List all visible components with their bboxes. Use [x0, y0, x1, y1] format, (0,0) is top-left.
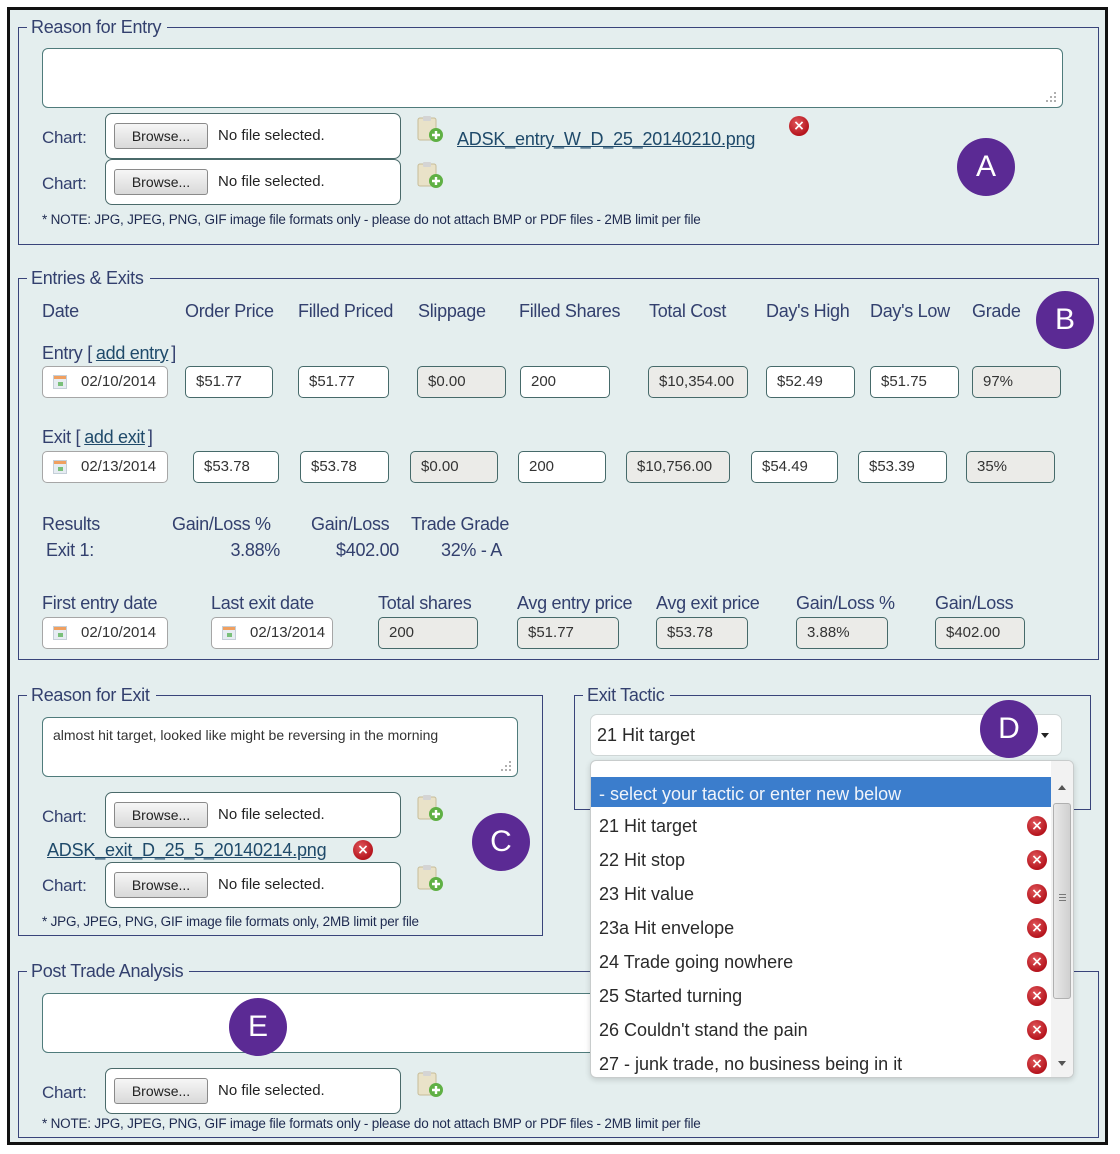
file-status: No file selected. — [218, 127, 325, 144]
callout-badge-d: D — [980, 700, 1038, 758]
result-gain-loss: $402.00 — [336, 540, 399, 560]
file-format-note: * NOTE: JPG, JPEG, PNG, GIF image file formats only - please do not attach BMP or PDF files - 2MB limit per file — [42, 1116, 701, 1131]
delete-option-icon[interactable]: × — [1027, 952, 1047, 972]
add-file-icon[interactable] — [415, 114, 445, 144]
delete-option-icon[interactable]: × — [1027, 1054, 1047, 1074]
summary-label: Gain/Loss — [935, 593, 1014, 613]
add-file-icon[interactable] — [415, 793, 445, 823]
add-file-icon[interactable] — [415, 1069, 445, 1099]
entry-filled-price-input[interactable]: $51.77 — [298, 366, 389, 398]
chevron-down-icon[interactable] — [1041, 733, 1049, 738]
reason-for-exit-legend: Reason for Exit — [27, 685, 156, 705]
attached-chart-link[interactable]: ADSK_exit_D_25_5_20140214.png — [47, 840, 327, 860]
summary-gain-loss-pct-field: 3.88% — [796, 617, 888, 649]
entry-total-cost-field: $10,354.00 — [648, 366, 748, 398]
callout-badge-a: A — [957, 138, 1015, 196]
dropdown-option[interactable]: 22 Hit stop × — [591, 843, 1057, 877]
file-format-note: * JPG, JPEG, PNG, GIF image file formats only, 2MB limit per file — [42, 914, 419, 929]
add-exit-link[interactable]: add exit — [84, 427, 145, 447]
summary-label: Last exit date — [211, 593, 314, 613]
exit-order-price-input[interactable]: $53.78 — [193, 451, 279, 483]
browse-button[interactable]: Browse... — [114, 123, 208, 149]
column-header: Order Price — [185, 301, 274, 321]
exit-tactic-legend: Exit Tactic — [583, 685, 670, 705]
callout-badge-b: B — [1036, 291, 1094, 349]
add-file-icon[interactable] — [415, 863, 445, 893]
dropdown-option[interactable]: 27 - junk trade, no business being in it × — [591, 1047, 1057, 1078]
column-header: Filled Priced — [298, 301, 394, 321]
result-gain-loss-pct: 3.88% — [230, 540, 280, 560]
exit-total-cost-field: $10,756.00 — [626, 451, 730, 483]
total-shares-field: 200 — [378, 617, 478, 649]
dropdown-option[interactable]: 26 Couldn't stand the pain × — [591, 1013, 1057, 1047]
delete-option-icon[interactable]: × — [1027, 884, 1047, 904]
entry-date-picker[interactable]: 02/10/2014 — [42, 366, 168, 398]
chart-file-input[interactable] — [105, 862, 401, 908]
post-trade-analysis-legend: Post Trade Analysis — [27, 961, 189, 981]
column-header: Day's High — [766, 301, 850, 321]
results-header: Results — [42, 514, 100, 534]
exit-days-high-input[interactable]: $54.49 — [751, 451, 838, 483]
chart-label: Chart: — [42, 128, 87, 147]
reason-for-entry-legend: Reason for Entry — [27, 17, 167, 37]
dropdown-option[interactable]: 21 Hit target × — [591, 809, 1057, 843]
chart-file-input[interactable] — [105, 159, 401, 205]
entry-grade-field: 97% — [972, 366, 1061, 398]
summary-label: Total shares — [378, 593, 472, 613]
dropdown-scrollbar[interactable] — [1051, 761, 1073, 1077]
results-header: Gain/Loss % — [172, 514, 271, 534]
add-file-icon[interactable] — [415, 160, 445, 190]
resize-grip-icon[interactable] — [1044, 92, 1056, 102]
browse-button[interactable]: Browse... — [114, 169, 208, 195]
chart-file-input[interactable] — [105, 113, 401, 159]
exit-filled-shares-input[interactable]: 200 — [518, 451, 606, 483]
entries-exits-section — [18, 268, 1099, 660]
column-header: Slippage — [418, 301, 486, 321]
delete-option-icon[interactable]: × — [1027, 918, 1047, 938]
column-header: Date — [42, 301, 79, 321]
file-status: No file selected. — [218, 1082, 325, 1099]
scroll-up-arrow-icon[interactable] — [1058, 785, 1066, 790]
chart-file-input[interactable] — [105, 1068, 401, 1114]
delete-option-icon[interactable]: × — [1027, 850, 1047, 870]
browse-button[interactable]: Browse... — [114, 1078, 208, 1104]
add-entry-link[interactable]: add entry — [95, 343, 169, 363]
exit-date-picker[interactable]: 02/13/2014 — [42, 451, 168, 483]
chart-label: Chart: — [42, 807, 87, 826]
file-format-note: * NOTE: JPG, JPEG, PNG, GIF image file formats only - please do not attach BMP or PDF files - 2MB limit per file — [42, 212, 701, 227]
trade-journal-form — [7, 7, 1108, 1145]
remove-attachment-icon[interactable]: × — [353, 840, 373, 860]
column-header: Day's Low — [870, 301, 950, 321]
avg-entry-price-field: $51.77 — [517, 617, 619, 649]
calendar-icon[interactable] — [53, 460, 67, 474]
column-header: Total Cost — [649, 301, 727, 321]
dropdown-option[interactable]: - select your tactic or enter new below — [591, 777, 1057, 807]
entry-filled-shares-input[interactable]: 200 — [520, 366, 610, 398]
chart-label: Chart: — [42, 174, 87, 193]
exit-row-label: Exit [ add exit ] — [42, 427, 153, 447]
browse-button[interactable]: Browse... — [114, 802, 208, 828]
first-entry-date-picker[interactable]: 02/10/2014 — [42, 617, 168, 649]
exit-filled-price-input[interactable]: $53.78 — [300, 451, 389, 483]
entry-order-price-input[interactable]: $51.77 — [185, 366, 273, 398]
avg-exit-price-field: $53.78 — [656, 617, 748, 649]
exit-slippage-field: $0.00 — [410, 451, 498, 483]
calendar-icon[interactable] — [53, 626, 67, 640]
attached-chart-link[interactable]: ADSK_entry_W_D_25_20140210.png — [457, 129, 756, 149]
calendar-icon[interactable] — [53, 375, 67, 389]
entry-slippage-field: $0.00 — [417, 366, 506, 398]
dropdown-option[interactable]: 25 Started turning × — [591, 979, 1057, 1013]
callout-badge-c: C — [472, 813, 530, 871]
summary-label: First entry date — [42, 593, 158, 613]
entry-row-label: Entry [ add entry ] — [42, 343, 176, 363]
resize-grip-icon[interactable] — [499, 761, 511, 771]
exit-days-low-input[interactable]: $53.39 — [858, 451, 947, 483]
calendar-icon[interactable] — [222, 626, 236, 640]
reason-for-exit-section — [18, 685, 543, 936]
reason-for-entry-section — [18, 17, 1099, 245]
column-header: Grade — [972, 301, 1021, 321]
browse-button[interactable]: Browse... — [114, 872, 208, 898]
file-status: No file selected. — [218, 806, 325, 823]
result-row-label: Exit 1: — [46, 540, 94, 560]
delete-option-icon[interactable]: × — [1027, 1020, 1047, 1040]
exit-tactic-dropdown-list[interactable] — [590, 760, 1074, 1078]
delete-option-icon[interactable]: × — [1027, 986, 1047, 1006]
file-status: No file selected. — [218, 173, 325, 190]
chart-file-input[interactable] — [105, 792, 401, 838]
reason-for-exit-text: almost hit target, looked like might be reversing in the morning — [53, 727, 439, 743]
summary-gain-loss-field: $402.00 — [935, 617, 1025, 649]
dropdown-option[interactable]: 23a Hit envelope × — [591, 911, 1057, 945]
scroll-down-arrow-icon[interactable] — [1058, 1061, 1066, 1066]
dropdown-option[interactable]: 24 Trade going nowhere × — [591, 945, 1057, 979]
remove-attachment-icon[interactable]: × — [789, 116, 809, 136]
reason-for-exit-textarea[interactable] — [42, 717, 518, 777]
file-status: No file selected. — [218, 876, 325, 893]
result-trade-grade: 32% - A — [441, 540, 502, 560]
chart-label: Chart: — [42, 1083, 87, 1102]
column-header: Filled Shares — [519, 301, 621, 321]
callout-badge-e: E — [229, 998, 287, 1056]
last-exit-date-picker[interactable]: 02/13/2014 — [211, 617, 333, 649]
entries-exits-legend: Entries & Exits — [27, 268, 150, 288]
entry-days-high-input[interactable]: $52.49 — [766, 366, 855, 398]
exit-grade-field: 35% — [966, 451, 1055, 483]
results-header: Trade Grade — [411, 514, 510, 534]
exit-tactic-selected-value: 21 Hit target — [597, 725, 696, 745]
summary-label: Avg entry price — [517, 593, 633, 613]
reason-for-entry-textarea[interactable] — [42, 48, 1063, 108]
dropdown-option[interactable]: 23 Hit value × — [591, 877, 1057, 911]
entry-days-low-input[interactable]: $51.75 — [870, 366, 959, 398]
summary-label: Gain/Loss % — [796, 593, 895, 613]
scrollbar-thumb[interactable] — [1053, 803, 1071, 999]
results-header: Gain/Loss — [311, 514, 390, 534]
summary-label: Avg exit price — [656, 593, 760, 613]
delete-option-icon[interactable]: × — [1027, 816, 1047, 836]
chart-label: Chart: — [42, 876, 87, 895]
